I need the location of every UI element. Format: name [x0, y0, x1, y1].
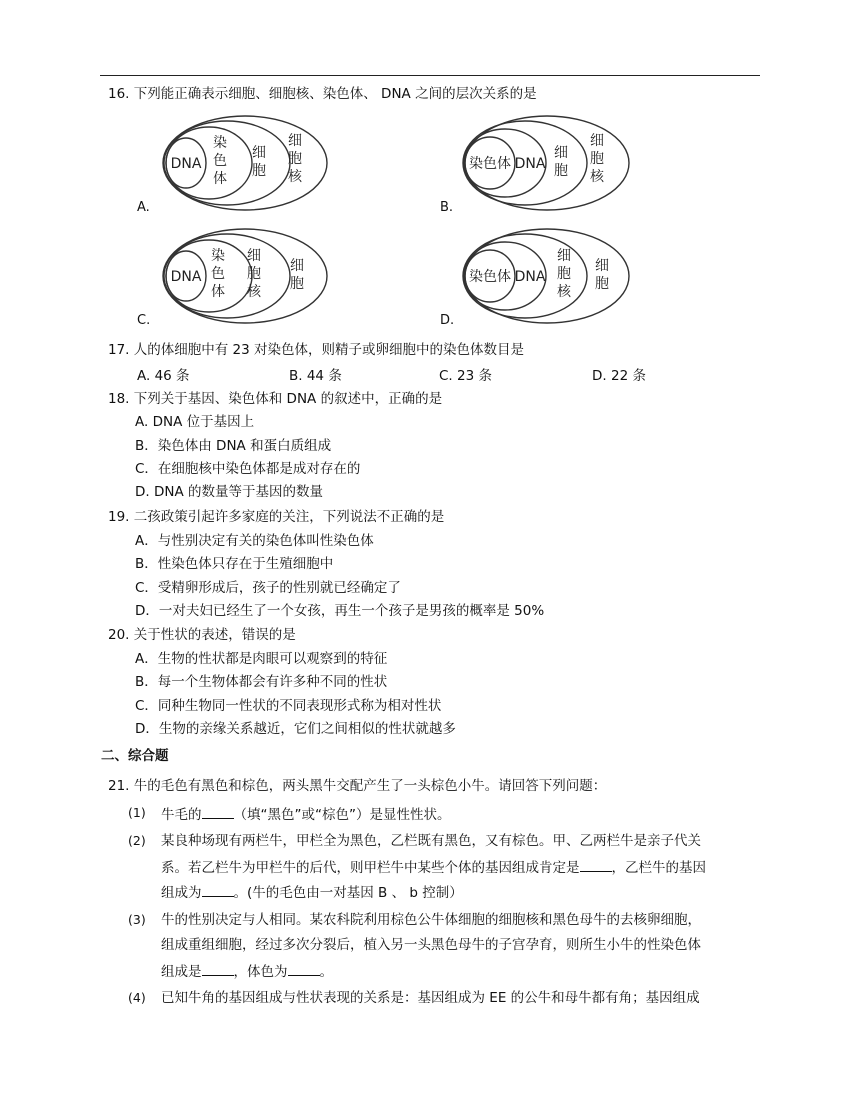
q21-part1-number: (1)	[128, 805, 146, 820]
q18-option-c[interactable]: C．在细胞核中染色体都是成对存在的	[135, 461, 361, 477]
diagram-c-ring3: 细胞核	[247, 248, 261, 300]
diagram-a-ring2: 染色体	[213, 135, 227, 187]
q20-option-d[interactable]: D．生物的亲缘关系越近，它们之间相似的性状就越多	[135, 721, 456, 737]
q21-part2-line3: 组成为 。(牛的毛色由一对基因 B 、 b 控制）	[161, 881, 463, 903]
q20-option-b[interactable]: B．每一个生物体都会有许多种不同的性状	[135, 674, 388, 690]
q21-part3-line3: 组成是 ，体色为 。	[161, 960, 333, 982]
diagram-d-ring1: 染色体	[469, 269, 511, 285]
q17-option-d[interactable]: D. 22 条	[592, 368, 646, 384]
q20-stem: 20. 关于性状的表述，错误的是	[108, 627, 296, 643]
q21-part2-line1: 某良种场现有两栏牛，甲栏全为黑色，乙栏既有黑色，又有棕色。甲、乙两栏牛是亲子代关	[161, 833, 701, 849]
diagram-b-ring4: 细胞核	[590, 133, 604, 185]
q20-option-c[interactable]: C．同种生物同一性状的不同表现形式称为相对性状	[135, 698, 442, 714]
q19-option-d[interactable]: D．一对夫妇已经生了一个女孩，再生一个孩子是男孩的概率是 50%	[135, 603, 545, 619]
q21-part1: 牛毛的 （填“黑色”或“棕色”）是显性性状。	[161, 803, 450, 825]
diagram-d[interactable]	[460, 226, 635, 326]
diagram-c-ring1: DNA	[170, 269, 202, 285]
q16-option-d-label[interactable]: D.	[440, 313, 455, 328]
diagram-a-ring3: 细胞	[252, 145, 266, 179]
q19-stem: 19. 二孩政策引起许多家庭的关注，下列说法不正确的是	[108, 509, 445, 525]
answer-blank[interactable]	[288, 960, 320, 976]
diagram-a-ring4: 细胞核	[288, 133, 302, 185]
q19-option-b[interactable]: B．性染色体只存在于生殖细胞中	[135, 556, 334, 572]
q17-stem: 17. 人的体细胞中有 23 对染色体，则精子或卵细胞中的染色体数目是	[108, 342, 525, 358]
diagram-c-ring2: 染色体	[211, 248, 225, 300]
diagram-d-ring4: 细胞	[595, 258, 609, 292]
q18-option-d[interactable]: D. DNA 的数量等于基因的数量	[135, 484, 323, 500]
q19-option-c[interactable]: C．受精卵形成后，孩子的性别就已经确定了	[135, 580, 401, 596]
diagram-a[interactable]	[160, 113, 340, 213]
diagram-b-ring3: 细胞	[554, 145, 568, 179]
q16-option-a-label[interactable]: A.	[137, 200, 150, 215]
answer-blank[interactable]	[202, 881, 234, 897]
answer-blank[interactable]	[580, 856, 612, 872]
q18-option-b[interactable]: B．染色体由 DNA 和蛋白质组成	[135, 438, 332, 454]
q21-part3-line2: 组成重组细胞，经过多次分裂后，植入另一头黑色母牛的子宫孕育，则所生小牛的性染色体	[161, 937, 701, 953]
q17-option-b[interactable]: B. 44 条	[289, 368, 342, 384]
q17-option-a[interactable]: A. 46 条	[137, 368, 190, 384]
diagram-c-ring4: 细胞	[290, 258, 304, 292]
q21-part4-number: (4)	[128, 990, 146, 1005]
header-rule	[100, 75, 760, 76]
q21-part2-number: (2)	[128, 833, 146, 848]
diagram-c[interactable]	[160, 226, 340, 326]
q19-option-a[interactable]: A．与性别决定有关的染色体叫性染色体	[135, 533, 374, 549]
q20-option-a[interactable]: A．生物的性状都是肉眼可以观察到的特征	[135, 651, 388, 667]
diagram-a-ring1: DNA	[170, 156, 202, 172]
answer-blank[interactable]	[202, 960, 234, 976]
diagram-b-ring2: DNA	[514, 156, 546, 172]
q16-stem: 16. 下列能正确表示细胞、细胞核、染色体、 DNA 之间的层次关系的是	[108, 86, 537, 102]
q21-part3-line1: 牛的性别决定与人相同。某农科院利用棕色公牛体细胞的细胞核和黑色母牛的去核卵细胞，	[161, 912, 701, 928]
q16-option-b-label[interactable]: B.	[440, 200, 454, 215]
q21-part4-line1: 已知牛角的基因组成与性状表现的关系是：基因组成为 EE 的公牛和母牛都有角；基因组成	[161, 990, 700, 1006]
q21-stem: 21. 牛的毛色有黑色和棕色，两头黑牛交配产生了一头棕色小牛。请回答下列问题：	[108, 778, 607, 794]
q21-part3-number: (3)	[128, 912, 146, 927]
answer-blank[interactable]	[202, 803, 234, 819]
q16-option-c-label[interactable]: C.	[137, 313, 151, 328]
diagram-d-ring3: 细胞核	[557, 248, 571, 300]
section-title: 二、综合题	[101, 748, 169, 764]
diagram-d-ring2: DNA	[514, 269, 546, 285]
q17-option-c[interactable]: C. 23 条	[439, 368, 492, 384]
diagram-b[interactable]	[460, 113, 635, 213]
q21-part2-line2: 系。若乙栏牛为甲栏牛的后代，则甲栏牛中某些个体的基因组成肯定是 ，乙栏牛的基因	[161, 856, 706, 878]
q18-stem: 18. 下列关于基因、染色体和 DNA 的叙述中，正确的是	[108, 391, 443, 407]
q18-option-a[interactable]: A. DNA 位于基因上	[135, 414, 255, 430]
diagram-b-ring1: 染色体	[469, 156, 511, 172]
